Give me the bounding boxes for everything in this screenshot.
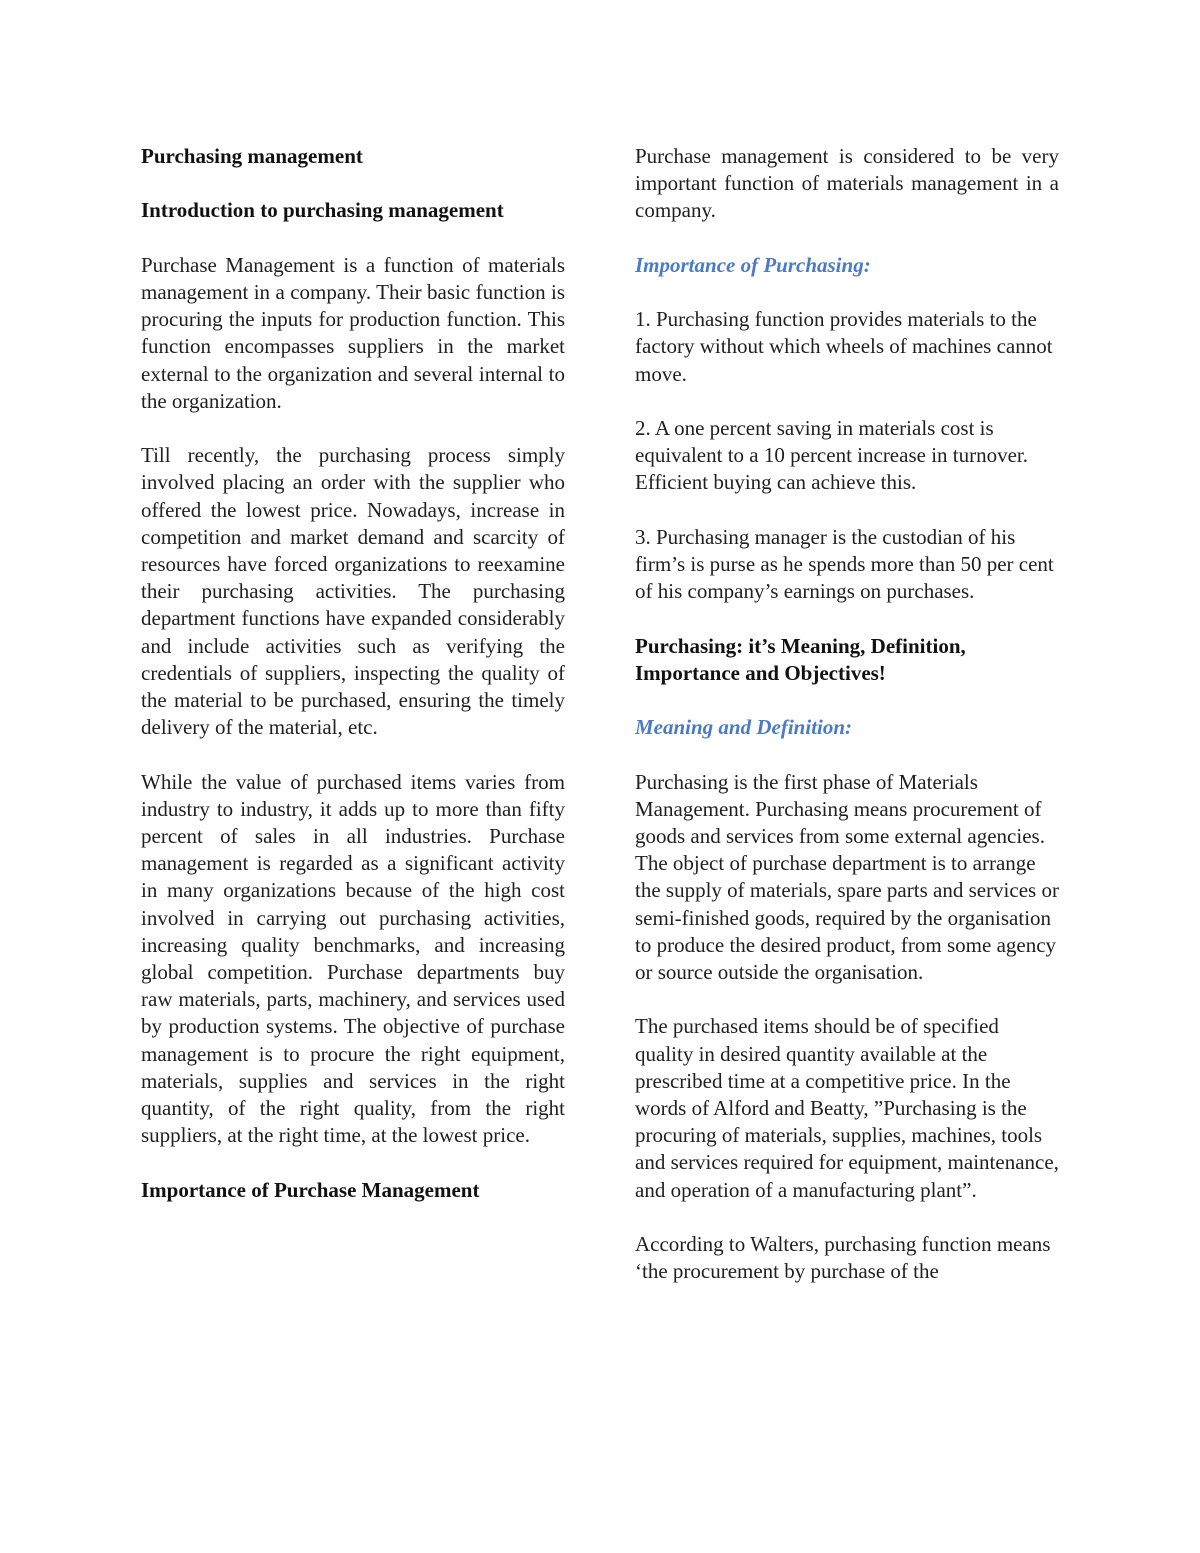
importance-purchasing-heading: Importance of Purchasing: xyxy=(635,252,871,277)
right-column xyxy=(635,143,1059,1313)
definition-paragraph: Purchasing is the first phase of Materials Management. Purchasing means procurement of goods and services from some external agencies. The object of purchase department is to arrange the supply of materials, spare parts and services or semi-finished goods, required by the organisation to produce the desired product, from some agency or source outside the organisation. xyxy=(635,769,1059,984)
document-title: Purchasing management xyxy=(141,144,363,168)
walters-paragraph: According to Walters, purchasing function means ‘the procurement by purchase of the xyxy=(635,1231,1051,1284)
definition-heading: Meaning and Definition: xyxy=(635,715,853,740)
intro-heading: Introduction to purchasing management xyxy=(141,198,504,223)
intro-paragraph: Purchase Management is a function of materials management in a company. Their basic function is procuring the inputs for production function. This function encompasses suppliers in the market external to the organization and several internal to the organization. xyxy=(141,252,565,413)
quality-paragraph: The purchased items should be of specified quality in desired quantity available at the prescribed time at a competitive price. In the words of Alford and Beatty, ”Purchasing is the procuring of materials, supplies, machines, tools and services required for equipment, maintenance, and operation of a manufacturing plant”. xyxy=(635,1014,1059,1202)
importance-point-3: 3. Purchasing manager is the custodian of his firm’s is purse as he spends more than 50 per cent of his company’s earnings on purchases. xyxy=(635,524,1054,604)
importance-point-1: 1. Purchasing function provides materials to the factory without which wheels of machines cannot move. xyxy=(635,307,1053,386)
left-column xyxy=(141,143,565,1231)
history-paragraph: Till recently, the purchasing process simply involved placing an order with the supplier who offered the lowest price. Nowadays, increase in competition and market demand and scarcity of resources have forced organizations to reexamine their purchasing activities. The purchasing department functions have expanded considerably and include activities such as verifying the credentials of suppliers, inspecting the quality of the material to be purchased, ensuring the timely delivery of the material, etc. xyxy=(141,443,565,740)
consideration-paragraph: Purchase management is considered to be very important function of materials management in a company. xyxy=(635,144,1059,223)
value-paragraph: While the value of purchased items varies from industry to industry, it adds up to more than fifty percent of sales in all industries. Purchase management is regarded as a significant activity in many organizations because of the high cost involved in carrying out purchasing activities, increasing quality benchmarks, and increasing global competition. Purchase departments buy raw materials, parts, machinery, and services used by production systems. The objective of purchase management is to procure the right equipment, materials, supplies and services in the right quantity, of the right quality, from the right suppliers, at the right time, at the lowest price. xyxy=(141,769,565,1148)
importance-management-heading: Importance of Purchase Management xyxy=(141,1177,480,1202)
meaning-heading: Purchasing: it’s Meaning, Definition, Importance and Objectives! xyxy=(635,633,966,685)
importance-point-2: 2. A one percent saving in materials cost is equivalent to a 10 percent increase in turnover. Efficient buying can achieve this. xyxy=(635,415,1029,495)
